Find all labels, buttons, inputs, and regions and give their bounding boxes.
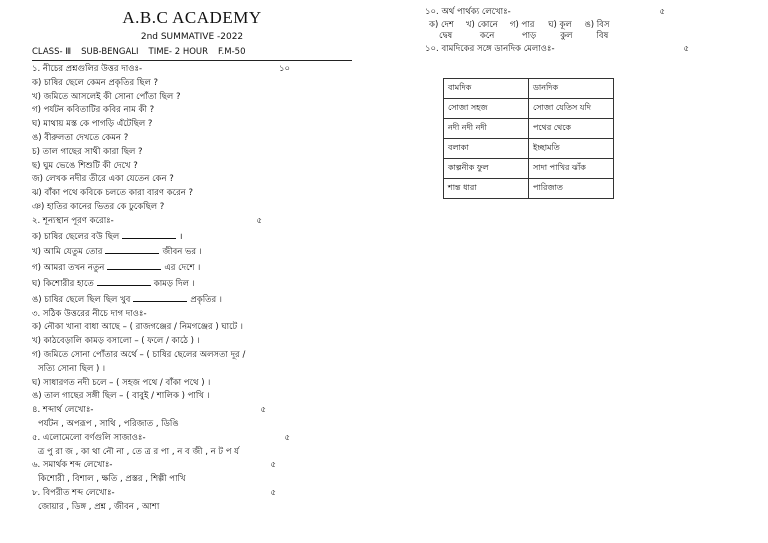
q2-item: গ) আমরা তখন নতুন এর দেশে । xyxy=(32,260,352,276)
word-pair: ঙ) বিস বিষ xyxy=(584,19,610,41)
q5-words: ত্র পু রা জ , কা থা নৌ না , তে ত্র র পা , ন ব জী , ন ট প র্য xyxy=(38,446,240,457)
answer-blank xyxy=(122,229,176,239)
time-label: TIME- 2 HOUR xyxy=(148,47,209,57)
q3-item: সত্যি সোনা ছিল ) । xyxy=(38,363,106,374)
q3-item: ঘ) সাধারণত নদী চলে – ( সহজ পথে / বাঁকা পথে ) । xyxy=(32,377,211,388)
subject-label: SUB-BENGALI xyxy=(81,47,139,57)
answer-blank xyxy=(97,276,151,286)
q6-marks: ৫ xyxy=(270,460,276,471)
table-row xyxy=(444,139,614,159)
answer-blank xyxy=(107,260,161,270)
matching-table xyxy=(443,78,614,199)
q3-item: খ) কাঠবেড়ালি কামড় বসালো – ( ফলে / কাঠে ) । xyxy=(32,336,200,347)
q5-marks: ৫ xyxy=(284,432,290,443)
class-label: CLASS- Ⅲ xyxy=(32,47,72,57)
q10b-marks: ৫ xyxy=(683,43,689,54)
word-pair: গ) পার পাড় xyxy=(509,19,537,41)
q1-title: ১. নীচের প্রশ্নগুলির উত্তর দাওঃ- xyxy=(32,64,143,74)
q4-words: পর্যটন , অপরূপ , সাথি , পরিজাত , ডিঙি xyxy=(38,418,179,429)
q4-marks: ৫ xyxy=(260,405,266,416)
table-cell: বামদিক xyxy=(444,79,529,99)
table-cell: বলাকা xyxy=(444,139,529,159)
q8-heading xyxy=(32,487,352,501)
q1-item: জ) লেখক নদীর তীরে একা যেতেন কেন ? xyxy=(32,174,174,185)
school-name: A.B.C ACADEMY xyxy=(122,8,262,27)
word-pair: ঘ) কূল কুল xyxy=(548,19,573,41)
table-cell: সোজা যেতিস যদি xyxy=(529,99,614,119)
q4-heading xyxy=(32,404,352,418)
table-row xyxy=(444,99,614,119)
q10a-title: ১০. অর্থ পার্থক্য লেখোঃ- xyxy=(425,7,511,17)
q1-item: ঞ) হাতির কানের ভিতর কে ঢুকেছিল ? xyxy=(32,201,165,212)
q10b-title: ১০. বামদিকের সঙ্গে ডানদিক মেলাওঃ- xyxy=(425,43,555,54)
q10b-heading xyxy=(425,43,725,57)
q1-item: ঙ) বীরুলতা দেখতে কেমন ? xyxy=(32,132,129,143)
q1-item: গ) পর্যটন কবিতাটির কবির নাম কী ? xyxy=(32,105,155,116)
q1-item: চ) তাল গাছের সাথী কারা ছিল ? xyxy=(32,146,143,157)
q2-item: ঙ) চাষির ছেলে ছিল ছিল খুব প্রকৃতির । xyxy=(32,292,352,308)
word-pair: খ) কোনে কনে xyxy=(465,19,498,41)
table-cell: ইচ্ছামতি xyxy=(529,139,614,159)
q1-item: ছ) ঘুম ভেঙে শিশুটি কী দেখে ? xyxy=(32,160,138,171)
table-cell: সোজা সহজ xyxy=(444,99,529,119)
exam-meta xyxy=(32,47,352,61)
exam-title: 2nd SUMMATIVE -2022 xyxy=(140,32,244,42)
table-cell: কাল্পনীক ফুল xyxy=(444,159,529,179)
q10a-marks: ৫ xyxy=(659,7,665,17)
q2-title: ২. শূন্যস্থান পূরণ করোঃ- xyxy=(32,215,114,226)
table-cell: পারিজাত xyxy=(529,179,614,199)
q5-heading xyxy=(32,432,352,446)
answer-blank xyxy=(133,292,187,302)
q2-marks: ৫ xyxy=(256,215,262,226)
q3-item: ঙ) তাল গাছের সঙ্গী ছিল – ( বাবুই / শালিক ) পাখি । xyxy=(32,391,210,402)
q4-title: ৪. শব্দার্থ লেখোঃ- xyxy=(32,405,94,416)
table-row xyxy=(444,119,614,139)
q1-item: ঘ) মাথায় মস্ত কে পাগড়ি এঁটেছিল ? xyxy=(32,119,153,130)
table-cell: পথের থেকে xyxy=(529,119,614,139)
q1-marks: ১০ xyxy=(278,64,290,74)
q8-title: ৮. বিপরীত শব্দ লেখোঃ- xyxy=(32,487,115,498)
q3-item: গ) জমিতে সোনা পোঁতার অর্থে – ( চাষির ছেলের অলসতা দূর / xyxy=(32,349,246,360)
right-column xyxy=(425,6,725,57)
q6-words: কিশোরী , বিশাল , ক্ষতি , প্রস্তর , শিল্পী পাখি xyxy=(38,474,186,485)
word-pair: ক) দেশ দ্বেষ xyxy=(429,19,454,41)
answer-blank xyxy=(105,244,159,254)
meaning-pairs xyxy=(429,20,725,42)
q10a-heading xyxy=(425,6,725,20)
q6-heading xyxy=(32,459,352,473)
q5-title: ৫. এলোমেলো বর্ণগুলি সাজাওঃ- xyxy=(32,432,146,443)
q3-title: ৩. সঠিক উত্তরের নীচে দাগ দাওঃ- xyxy=(32,308,147,319)
table-cell: সাদা পাখির ঝাঁক xyxy=(529,159,614,179)
table-row xyxy=(444,159,614,179)
table-cell: নদী নদী নদী xyxy=(444,119,529,139)
table-row xyxy=(444,79,614,99)
q2-heading xyxy=(32,215,352,229)
q8-words: জোয়ার , ডিঙ্গ , প্রশ্ন , জীবন , আশা xyxy=(38,501,160,512)
q2-item: ঘ) কিশোরীর হাতে কামড় দিল । xyxy=(32,276,352,292)
q8-marks: ৫ xyxy=(270,487,276,498)
q2-item: খ) আমি যেতুম তোর জীবন ভর । xyxy=(32,244,352,260)
table-row xyxy=(444,179,614,199)
left-column xyxy=(32,8,352,515)
q1-heading xyxy=(32,63,352,77)
q1-item: ক) চাষির ছেলে কেমন প্রকৃতির ছিল ? xyxy=(32,77,159,88)
full-marks-label: F.M-50 xyxy=(218,47,246,57)
table-cell: ডানদিক xyxy=(529,79,614,99)
q6-title: ৬. সমার্থক শব্দ লেখোঃ- xyxy=(32,460,113,471)
q2-item: ক) চাষির ছেলের বউ ছিল । xyxy=(32,229,352,245)
q1-item: ঝ) বাঁকা পথে কবিকে চলতে কারা বারণ করেন ? xyxy=(32,188,194,199)
table-cell: শান্ত ধারা xyxy=(444,179,529,199)
q1-item: খ) জমিতে আসলেই কী সোনা পোঁতা ছিল ? xyxy=(32,91,181,102)
q3-item: ক) নৌকা খানা বাধা আছে – ( রাজগঞ্জের / নিমগঞ্জের ) ঘাটে । xyxy=(32,322,243,333)
